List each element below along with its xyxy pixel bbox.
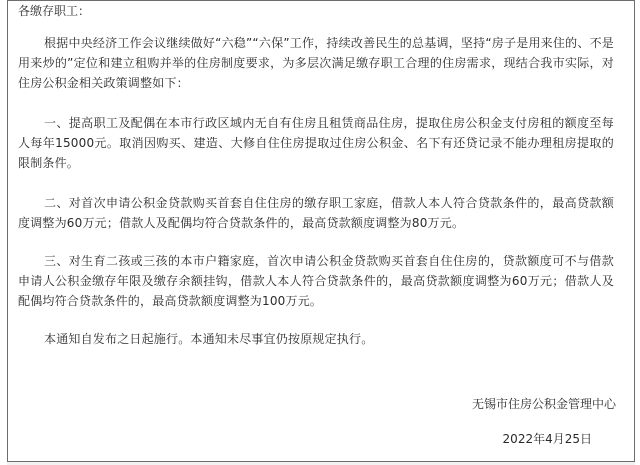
issue-date: 2022年4月25日	[502, 432, 592, 446]
effective-date-paragraph: 本通知自发布之日起施行。本通知未尽事宜仍按原规定执行。	[44, 332, 374, 346]
top-border	[7, 0, 635, 1]
salutation: 各缴存职工：	[18, 4, 91, 18]
policy-item-2: 二、对首次申请公积金贷款购买首套自住住房的缴存职工家庭，借款人本人符合贷款条件的，最高贷款额度调整为60万元；借款人及配偶均符合贷款条件的，最高贷款额度调整为80万元。	[18, 196, 614, 230]
intro-paragraph: 根据中央经济工作会议继续做好“六稳”“六保”工作，持续改善民生的总基调，坚持“房子是用来住的、不是用来炒的”定位和建立租购并举的住房制度要求，为多层次满足缴存职工合理的住房需求，现结合我市实际，对住房公积金相关政策调整如下：	[18, 36, 614, 90]
policy-item-1: 一、提高职工及配偶在本市行政区域内无自有住房且租赁商品住房，提取住房公积金支付房租的额度至每人每年15000元。取消因购买、建造、大修自住住房提取过住房公积金、名下有还贷记录不能办理租房提取的限制条件。	[18, 116, 614, 170]
policy-item-3: 三、对生育二孩或三孩的本市户籍家庭，首次申请公积金贷款购买首套自住住房的，贷款额度可不与借款申请人公积金缴存年限及缴存余额挂钩，借款人本人符合贷款条件的，最高贷款额度调整为60万元；借款人及配偶均符合贷款条件的，最高贷款额度调整为100万元。	[18, 254, 614, 308]
issuing-authority: 无锡市住房公积金管理中心	[471, 397, 616, 411]
